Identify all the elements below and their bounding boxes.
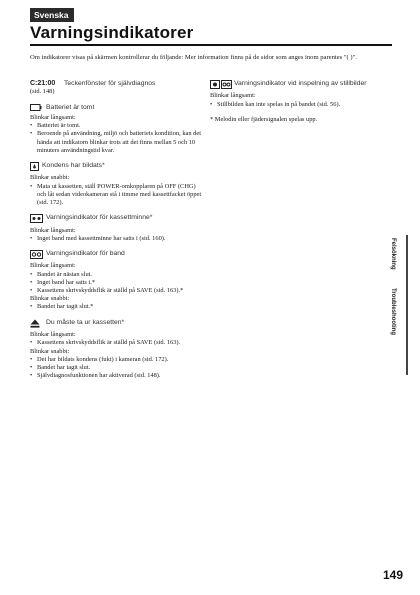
- list-item: • Kassettens skrivskyddsflik är ställd på SAVE (sid. 163).: [30, 339, 205, 347]
- self-diagnosis-section: [30, 80, 205, 97]
- condensation-list: [30, 183, 205, 208]
- eject-fast-label: Blinkar snabbt:: [30, 347, 70, 355]
- page-title: Varningsindikatorer: [30, 23, 194, 42]
- list-item: • Bandet har tagit slut.*: [30, 303, 205, 311]
- condensation-blink-label: Blinkar snabbt:: [30, 174, 70, 182]
- language-tab: Svenska: [30, 8, 74, 22]
- eject-icon: [30, 319, 46, 331]
- list-item: • Självdiagnosfunktionen har aktiverad (sid. 148).: [30, 372, 205, 380]
- list-item: • Det har bildats kondens (fukt) i kameran (sid. 172).: [30, 356, 205, 364]
- tape-warning-section: [30, 250, 205, 312]
- eject-section: [30, 319, 205, 381]
- eject-fast-list: [30, 356, 205, 381]
- eject-title: Du måste ta ur kassetten*: [46, 318, 125, 326]
- page-number: 149: [383, 568, 404, 582]
- list-item: • Stillbilden kan inte spelas in på bandet (sid. 56).: [210, 101, 375, 109]
- list-item: • Bandet har tagit slut.: [30, 364, 205, 372]
- tape-fast-list: [30, 303, 205, 311]
- cassette-memory-title: Varningsindikator för kassettminne*: [46, 214, 153, 222]
- tape-fast-label: Blinkar snabbt:: [30, 295, 70, 303]
- condensation-section: [30, 162, 205, 207]
- footnote: * Melodin eller fjädersignalen spelas upp.: [210, 115, 318, 123]
- tape-slow-list: [30, 271, 205, 296]
- eject-slow-label: Blinkar långsamt:: [30, 331, 76, 339]
- side-rail: [406, 235, 408, 375]
- condensation-title: Kondens har bildats*: [42, 162, 105, 170]
- cassette-memory-section: [30, 214, 205, 243]
- cassette-memory-icon: [30, 214, 46, 226]
- list-item: • Inget band har satts i.*: [30, 279, 205, 287]
- title-divider: [30, 44, 392, 46]
- intro-text: Om indikatorer visas på skärmen kontrollerar du följande: Mer information finns på de sidor som anges inom parentes "( )".: [30, 54, 357, 61]
- battery-list: [30, 122, 205, 155]
- list-item: • Mata ut kassetten, ställ POWER-omkopplaren på OFF (CHG) och låt sedan videokameran stå i timme med kassettfacket öppet (sid. 172).: [30, 183, 205, 208]
- cassette-memory-blink-label: Blinkar långsamt:: [30, 226, 76, 234]
- eject-slow-list: [30, 339, 205, 347]
- side-label-felsokning: Felsökning: [390, 238, 396, 270]
- still-list: [210, 101, 375, 109]
- list-item: • Inget band med kassettminne har satts i (sid. 160).: [30, 235, 205, 243]
- list-item: • Kassettens skrivskyddsflik är ställd på SAVE (sid. 163).*: [30, 287, 205, 295]
- left-column: [30, 80, 205, 387]
- tape-warning-title: Varningsindikator för band: [46, 250, 125, 258]
- cassette-memory-list: [30, 235, 205, 243]
- battery-blink-label: Blinkar långsamt:: [30, 114, 76, 122]
- battery-section: [30, 104, 205, 155]
- list-item: • Bandet är nästan slut.: [30, 271, 205, 279]
- battery-icon: [30, 104, 46, 114]
- still-tape-icon: [210, 80, 234, 92]
- list-item: • Batteriet är tomt.: [30, 122, 205, 130]
- self-diagnosis-icon: C:21:00: [30, 80, 56, 87]
- self-diagnosis-ref: (sid. 148): [30, 88, 55, 96]
- condensation-icon: [30, 162, 42, 174]
- tape-slow-label: Blinkar långsamt:: [30, 262, 76, 270]
- list-item: • Beroende på användning, miljö och batteriets kondition, kan det hända att indikatorn blinkar trots att det finns mellan 5 och 10 minuters användningstid kvar.: [30, 130, 205, 155]
- self-diagnosis-title: Teckenfönster för självdiagnos: [64, 80, 156, 87]
- tape-icon: [30, 250, 46, 262]
- side-label-troubleshooting: Troubleshooting: [390, 288, 396, 335]
- still-warning-title: Varningsindikator vid inspelning av stillbilder: [234, 80, 367, 87]
- battery-title: Batteriet är tomt: [46, 103, 95, 111]
- still-warning-section: [210, 80, 375, 109]
- still-blink-label: Blinkar långsamt:: [210, 92, 256, 100]
- right-column: [210, 80, 375, 124]
